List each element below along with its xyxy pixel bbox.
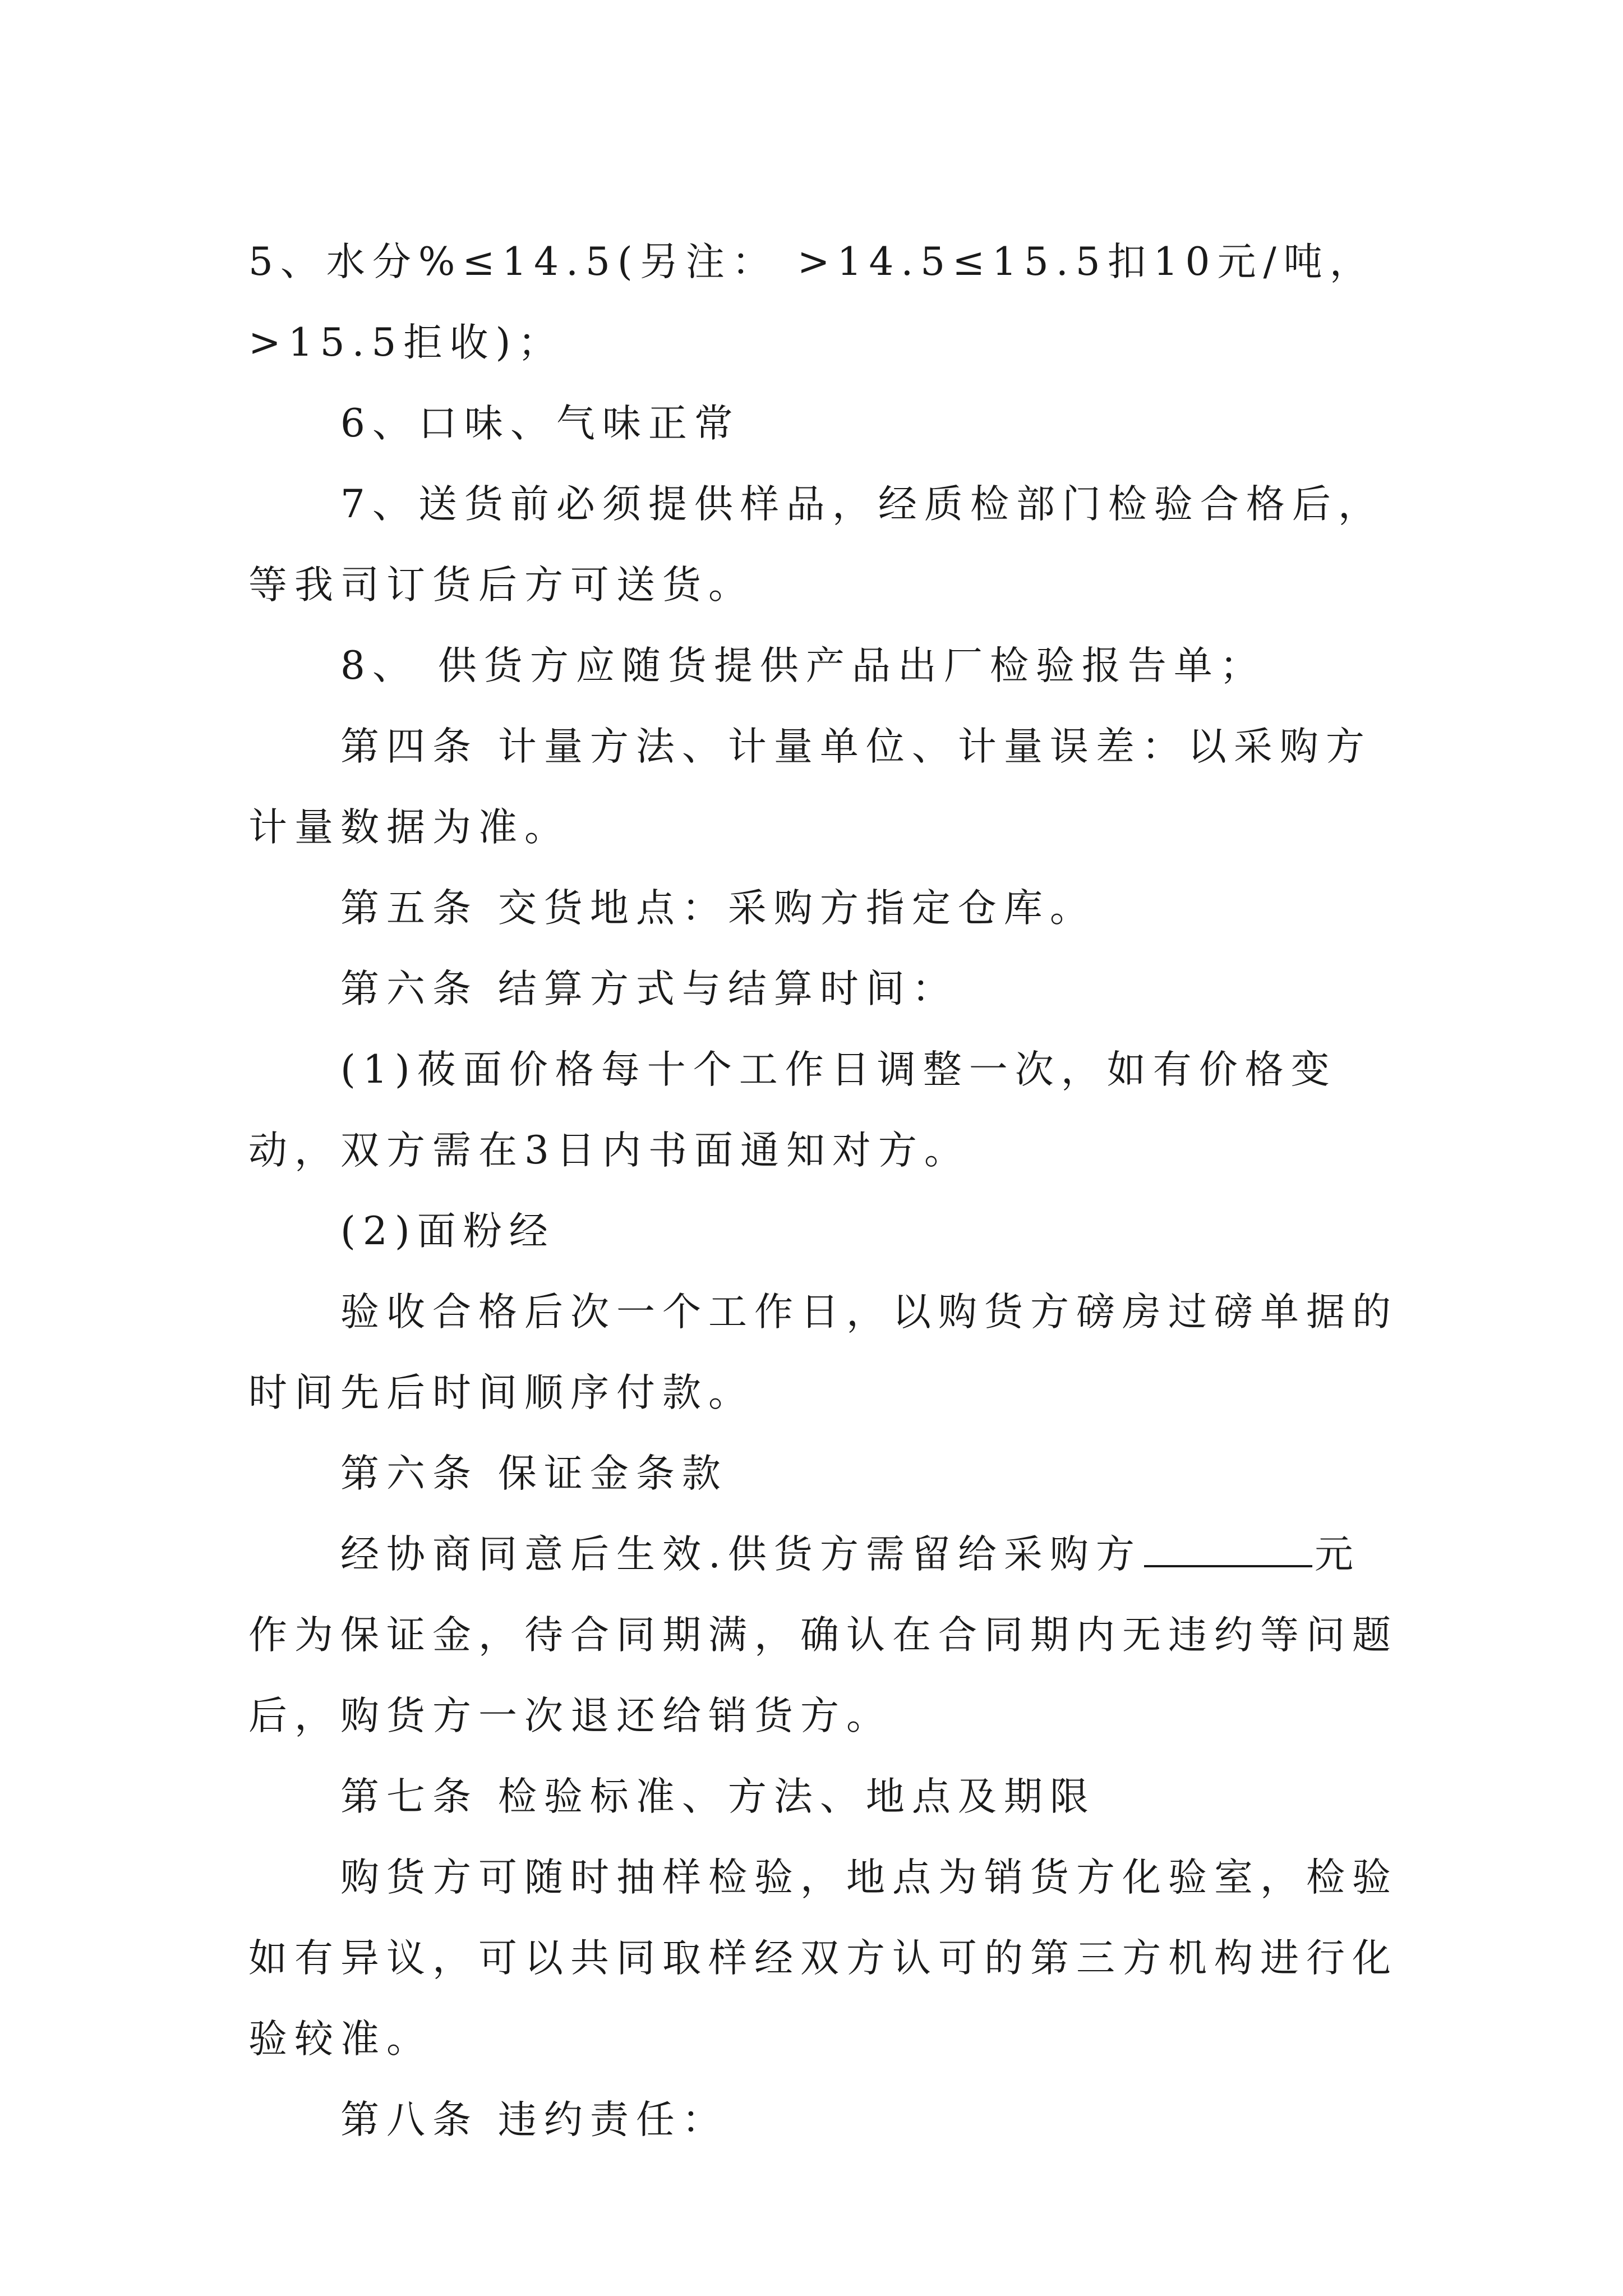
clause-taste-smell: 6、口味、气味正常 [340,401,740,446]
article-5-delivery-place: 第五条 交货地点：采购方指定仓库。 [340,886,1096,931]
article-6-deposit-heading: 第六条 保证金条款 [340,1451,728,1496]
article-8-liability-heading: 第八条 违约责任： [340,2097,728,2142]
settlement-item-1: (1)莜面价格每十个工作日调整一次，如有价格变动，双方需在3日内书面通知对方。 [248,1047,1337,1173]
deposit-clause-end: 元作为保证金，待合同期满，确认在合同期内无违约等问题后，购货方一次退还给销货方。 [248,1532,1398,1738]
settlement-item-2: (2)面粉经 [340,1209,555,1254]
document-body [248,222,1404,2160]
clause-inspection-report: 8、 供货方应随货提供产品出厂检验报告单； [340,643,1266,688]
deposit-clause [248,1514,1404,1756]
inspection-clause: 购货方可随时抽样检验，地点为销货方化验室，检验如有异议，可以共同取样经双方认可的第三方机构进行化验较准。 [248,1855,1398,2062]
clause-moisture: 5、水分%≤14.5(另注： >14.5≤15.5扣10元/吨，>15.5拒收)； [248,240,1376,365]
article-4-measurement: 第四条 计量方法、计量单位、计量误差：以采购方计量数据为准。 [248,724,1372,850]
article-7-inspection-heading: 第七条 检验标准、方法、地点及期限 [340,1774,1096,1819]
deposit-amount-blank [1144,1533,1312,1567]
deposit-clause-start: 经协商同意后生效.供货方需留给采购方 [340,1532,1142,1577]
article-6-settlement-heading: 第六条 结算方式与结算时间： [340,967,958,1011]
settlement-payment-order: 验收合格后次一个工作日，以购货方磅房过磅单据的时间先后时间顺序付款。 [248,1290,1398,1415]
clause-sample: 7、送货前必须提供样品，经质检部门检验合格后，等我司订货后方可送货。 [248,482,1384,608]
